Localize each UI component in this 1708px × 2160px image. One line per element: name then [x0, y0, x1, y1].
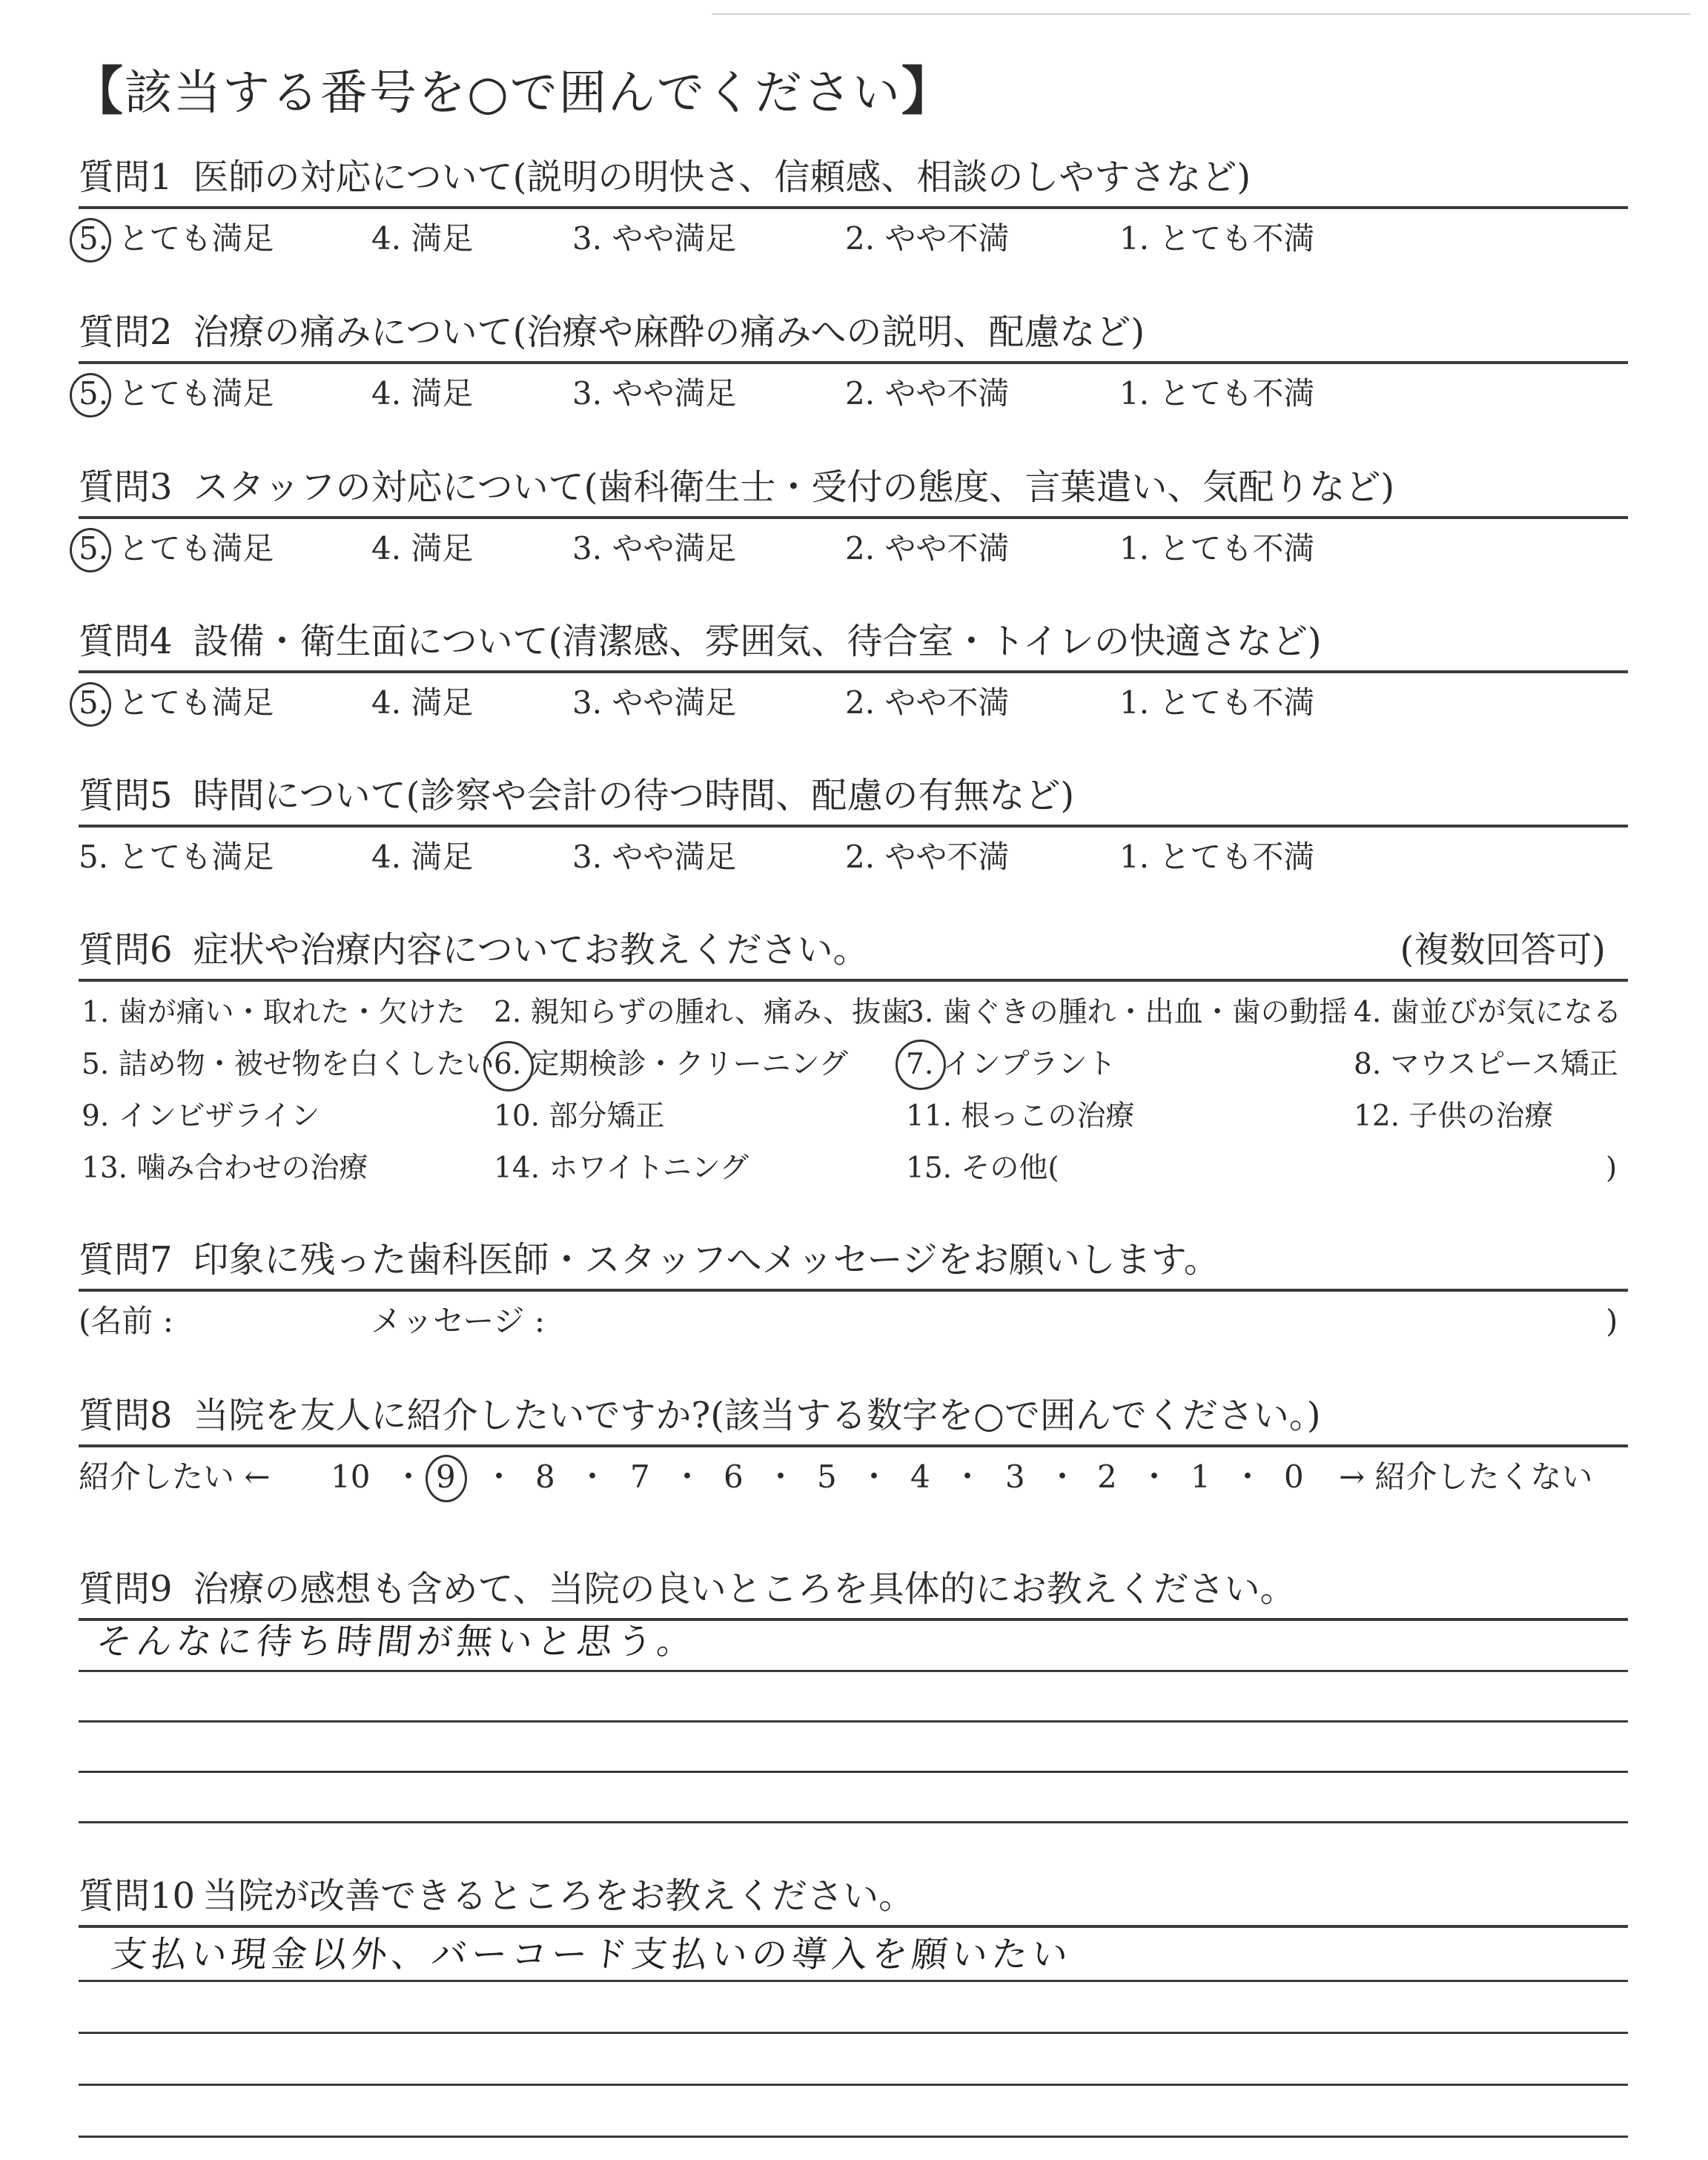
score-separator: ・ — [765, 1459, 797, 1495]
page-title: 【該当する番号を○で囲んでください】 — [71, 60, 955, 122]
q6-option-1[interactable]: 1. 歯が痛い・取れた・欠けた — [82, 996, 466, 1029]
option-4[interactable]: 4. 満足 — [371, 220, 474, 257]
answer-line — [79, 2136, 1628, 2138]
score-2[interactable]: 2 — [1097, 1459, 1117, 1495]
option-1[interactable]: 1. とても不満 — [1119, 684, 1315, 721]
q10-handwritten-answer[interactable]: 支払い現金以外、バーコード支払いの導入を願いたい — [109, 1934, 1074, 1975]
score-3[interactable]: 3 — [1005, 1459, 1025, 1495]
recommend-right-label: → 紹介したくない — [1339, 1459, 1593, 1495]
answer-circle — [896, 1040, 946, 1090]
divider — [79, 1925, 1628, 1928]
q6-option-8[interactable]: 8. マウスピース矯正 — [1354, 1048, 1618, 1081]
question-heading: 質問3 スタッフの対応について(歯科衛生士・受付の態度、言葉遣い、気配りなど) — [79, 466, 1395, 508]
question-heading: 質問6 症状や治療内容についてお教えください。 — [79, 929, 869, 971]
score-4[interactable]: 4 — [910, 1459, 930, 1495]
answer-circle — [426, 1455, 467, 1502]
score-separator: ・ — [393, 1459, 425, 1495]
option-4[interactable]: 4. 満足 — [371, 839, 474, 875]
score-6[interactable]: 6 — [724, 1459, 744, 1495]
answer-circle — [70, 682, 111, 727]
answer-line — [79, 1720, 1628, 1723]
score-10[interactable]: 10 — [331, 1459, 371, 1495]
option-3[interactable]: 3. やや満足 — [572, 220, 737, 257]
question-heading: 質問7 印象に残った歯科医師・スタッフへメッセージをお願いします。 — [79, 1239, 1219, 1281]
recommend-left-label: 紹介したい ← — [79, 1459, 271, 1495]
q6-option-9[interactable]: 9. インビザライン — [82, 1100, 320, 1133]
answer-line — [79, 1980, 1628, 1982]
score-1[interactable]: 1 — [1191, 1459, 1211, 1495]
answer-circle — [483, 1041, 534, 1091]
q6-option-11[interactable]: 11. 根っこの治療 — [906, 1100, 1135, 1133]
option-4[interactable]: 4. 満足 — [371, 530, 474, 567]
answer-line — [79, 1771, 1628, 1773]
question-heading: 質問10 当院が改善できるところをお教えください。 — [79, 1875, 915, 1917]
answer-circle — [70, 528, 111, 572]
answer-line — [79, 1821, 1628, 1823]
q6-option-7[interactable]: 7. インプラント — [906, 1044, 1116, 1086]
score-separator: ・ — [1139, 1459, 1171, 1495]
question-4 — [79, 615, 1628, 764]
q6-option-2[interactable]: 2. 親知らずの腫れ、痛み、抜歯 — [494, 996, 910, 1029]
option-5[interactable]: 5. とても満足 — [79, 681, 274, 725]
question-heading: 質問1 医師の対応について(説明の明快さ、信頼感、相談のしやすさなど) — [79, 156, 1251, 198]
option-5[interactable]: 5. とても満足 — [79, 526, 274, 571]
answer-line — [79, 2032, 1628, 2034]
divider — [79, 516, 1628, 519]
score-separator: ・ — [577, 1459, 609, 1495]
score-separator: ・ — [672, 1459, 704, 1495]
q6-option-10[interactable]: 10. 部分矯正 — [494, 1100, 665, 1133]
score-separator: ・ — [483, 1459, 515, 1495]
q6-other-close: ) — [1606, 1152, 1618, 1185]
message-label: メッセージ : — [371, 1303, 545, 1339]
divider — [79, 1289, 1628, 1292]
q6-option-12[interactable]: 12. 子供の治療 — [1354, 1100, 1554, 1133]
option-3[interactable]: 3. やや満足 — [572, 375, 737, 412]
option-3[interactable]: 3. やや満足 — [572, 684, 737, 721]
score-separator: ・ — [858, 1459, 890, 1495]
question-7 — [79, 1234, 1628, 1382]
option-5[interactable]: 5. とても満足 — [79, 217, 274, 261]
name-label: (名前 : — [79, 1303, 173, 1339]
question-2 — [79, 306, 1628, 455]
answer-line — [79, 1670, 1628, 1672]
q9-handwritten-answer[interactable]: そんなに待ち時間が無いと思う。 — [94, 1621, 699, 1662]
divider — [79, 1444, 1628, 1447]
question-heading: 質問9 治療の感想も含めて、当院の良いところを具体的にお教えください。 — [79, 1568, 1296, 1610]
question-heading: 質問2 治療の痛みについて(治療や麻酔の痛みへの説明、配慮など) — [79, 311, 1145, 353]
option-5[interactable]: 5. とても満足 — [79, 839, 274, 875]
divider — [79, 361, 1628, 364]
option-4[interactable]: 4. 満足 — [371, 375, 474, 412]
question-heading: 質問4 設備・衛生面について(清潔感、雰囲気、待合室・トイレの快適さなど) — [79, 621, 1322, 662]
option-2[interactable]: 2. やや不満 — [845, 220, 1010, 257]
score-separator: ・ — [1232, 1459, 1264, 1495]
option-3[interactable]: 3. やや満足 — [572, 839, 737, 875]
option-2[interactable]: 2. やや不満 — [845, 839, 1010, 875]
option-1[interactable]: 1. とても不満 — [1119, 530, 1315, 567]
q6-option-14[interactable]: 14. ホワイトニング — [494, 1152, 749, 1185]
option-4[interactable]: 4. 満足 — [371, 684, 474, 721]
question-1 — [79, 151, 1628, 300]
q6-option-13[interactable]: 13. 噛み合わせの治療 — [82, 1152, 368, 1185]
answer-circle — [70, 218, 111, 262]
question-heading: 質問5 時間について(診察や会計の待つ時間、配慮の有無など) — [79, 775, 1075, 816]
divider — [79, 979, 1628, 982]
q6-option-6[interactable]: 6. 定期検診・クリーニング — [494, 1044, 848, 1086]
option-2[interactable]: 2. やや不満 — [845, 375, 1010, 412]
message-close: ) — [1606, 1303, 1618, 1339]
question-3 — [79, 461, 1628, 610]
score-8[interactable]: 8 — [535, 1459, 555, 1495]
option-1[interactable]: 1. とても不満 — [1119, 375, 1315, 412]
q6-option-15[interactable]: 15. その他( — [906, 1152, 1059, 1185]
score-separator: ・ — [1047, 1459, 1079, 1495]
score-0[interactable]: 0 — [1284, 1459, 1304, 1495]
option-3[interactable]: 3. やや満足 — [572, 530, 737, 567]
q6-option-4[interactable]: 4. 歯並びが気になる — [1354, 996, 1622, 1029]
question-5 — [79, 770, 1628, 918]
option-1[interactable]: 1. とても不満 — [1119, 839, 1315, 875]
option-1[interactable]: 1. とても不満 — [1119, 220, 1315, 257]
survey-page: 【該当する番号を○で囲んでください】 質問1 医師の対応について(説明の明快さ、信頼感、相談のしやすさなど) 5. とても満足 4. 満足 3. やや満足 2. やや不満 1. とても不満 質問2 治療の痛みについて(治療や麻酔の痛みへの説明、配慮など) 5. とても満足 4. 満足 3. やや満足 2. やや不満 1. とても不満 質問3 スタッフの対応について(歯科衛生士・受付の態度、言葉遣い、気配りなど) 5. とても満足 4. 満足 3. やや満足 2. やや不満 1. とても不満 質問4 設備・衛生面について(清潔感、雰囲気、待合室・トイレの快適さなど) 5. とても満足 4. 満足 3. やや満足 2. やや不満 1. とても不満 質問5 時間について(診察や会計の待つ時間、配慮の有無など) 5. とても満足 4. 満足 3. やや満足 2. やや不満 1. とても不満 質問6 症状や治療内容についてお教えください。 (複数回答可) 1. 歯が痛い・取れた・欠けた 2. 親知らずの腫れ、痛み、抜歯 3. 歯ぐきの腫れ・出血・歯の動揺 4. 歯並びが気になる 5. 詰め物・被せ物を白くしたい 6. 定期検診・クリーニング 7. インプラント 8. マウスピース矯正 9. インビザライン 10. 部分矯正 11. 根っこの治療 12. 子供の治療 13. 噛み合わせの治療 14. ホワイトニング 15. その他( ) 質問7 印象に残った歯科医師・スタッフへメッセージをお願いします。 (名前 : メッセージ : ) 質問8 当院を友人に紹介したいですか?(該当する数字を○で囲んでください。) 紹介したい ← 10 ・ 9 ・ 8 ・ 7 ・ 6 ・ 5 ・ 4 ・ 3 ・ 2 ・ 1 ・ 0 → 紹介したくない 質問9 治療の感想も含めて、当院の良いところを具体的にお教えください。 そんなに待ち時間が無いと思う。 質問10 当院が改善できるところをお教えください。 支払い現金以外、バーコード支払いの導入を願いたい — [0, 0, 1708, 2160]
q6-option-3[interactable]: 3. 歯ぐきの腫れ・出血・歯の動揺 — [906, 996, 1348, 1029]
option-2[interactable]: 2. やや不満 — [845, 684, 1010, 721]
multiple-answer-note: (複数回答可) — [1400, 929, 1606, 971]
option-5[interactable]: 5. とても満足 — [79, 371, 274, 416]
q6-option-5[interactable]: 5. 詰め物・被せ物を白くしたい — [82, 1048, 494, 1081]
score-separator: ・ — [952, 1459, 984, 1495]
scan-edge-line — [712, 13, 1690, 15]
divider — [79, 825, 1628, 828]
divider — [79, 670, 1628, 673]
answer-circle — [70, 373, 111, 417]
score-5[interactable]: 5 — [817, 1459, 837, 1495]
option-2[interactable]: 2. やや不満 — [845, 530, 1010, 567]
answer-line — [79, 2084, 1628, 2086]
score-7[interactable]: 7 — [630, 1459, 650, 1495]
divider — [79, 206, 1628, 209]
question-heading: 質問8 当院を友人に紹介したいですか?(該当する数字を○で囲んでください。) — [79, 1395, 1321, 1436]
